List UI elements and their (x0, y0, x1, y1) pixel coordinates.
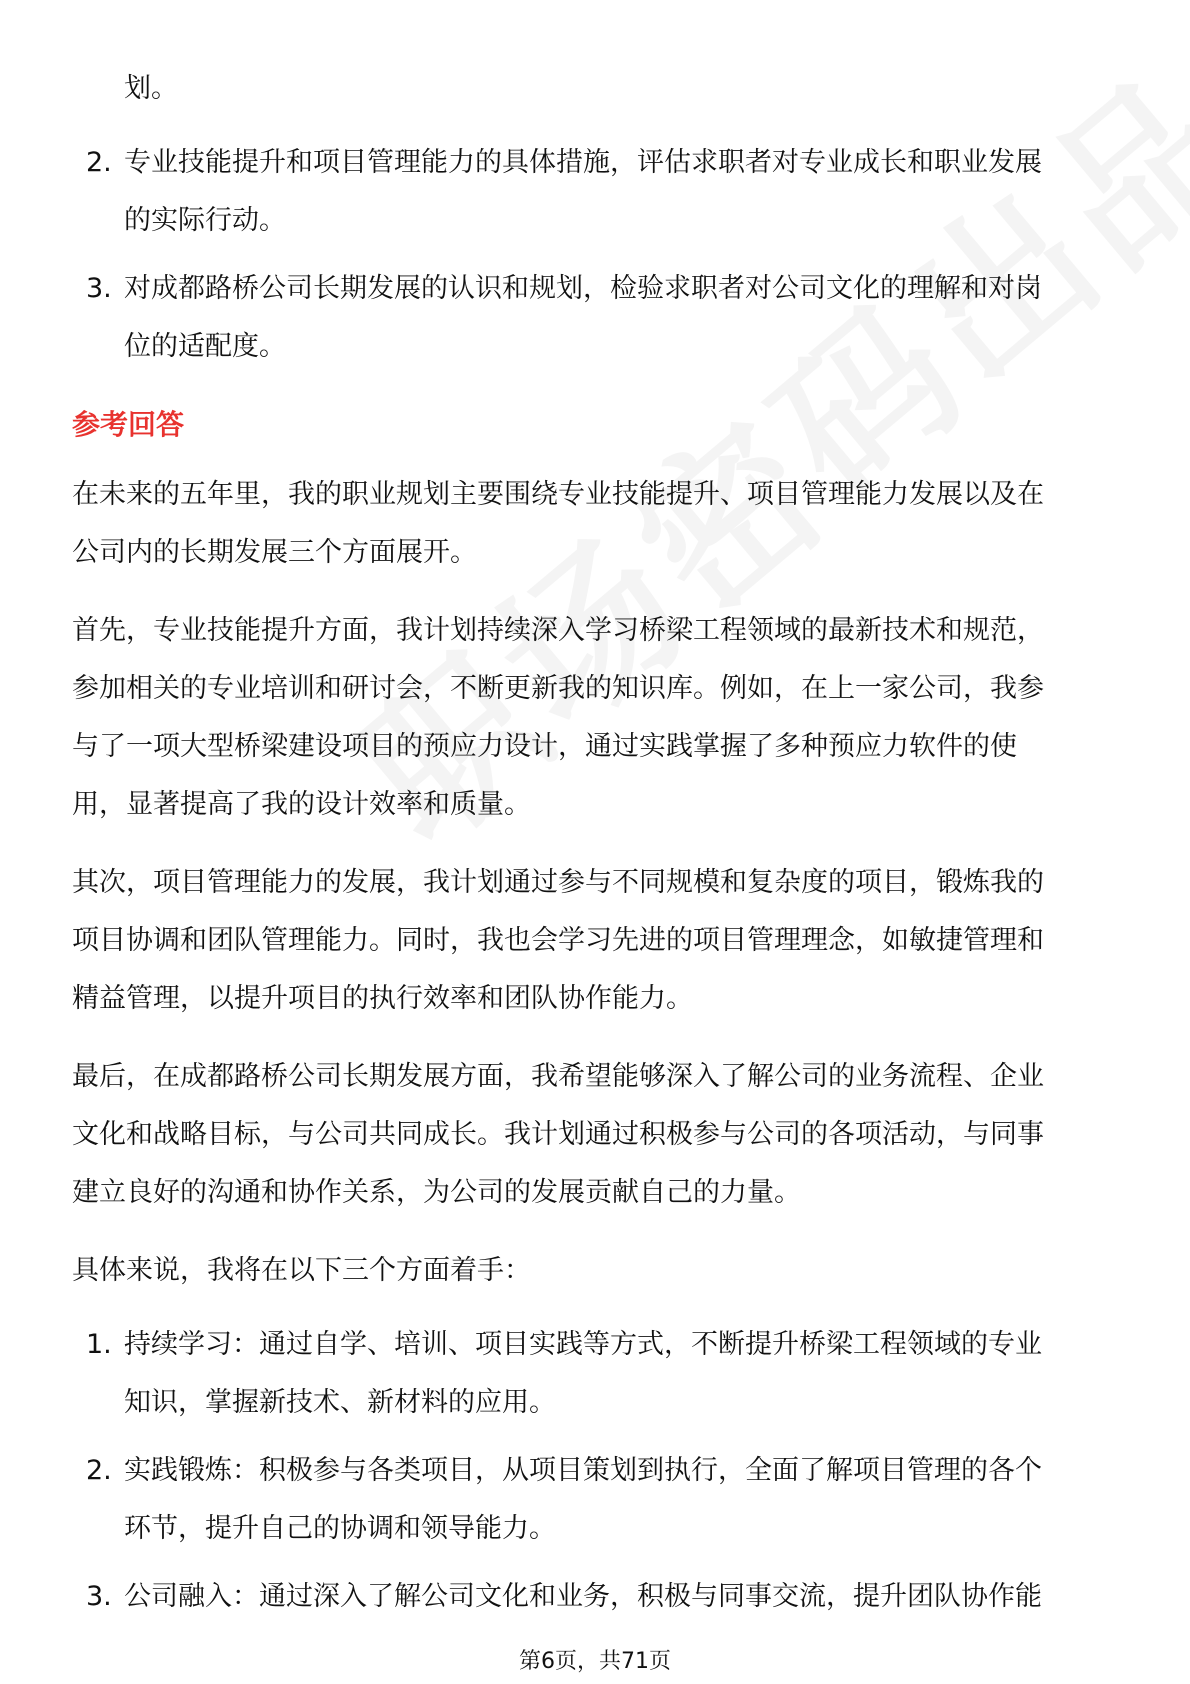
list-item (72, 1442, 1112, 1558)
page-content (72, 70, 1112, 1626)
paragraph-line: 与了一项大型桥梁建设项目的预应力设计，通过实践掌握了多种预应力软件的使 (72, 731, 1017, 762)
list-text (124, 1568, 1112, 1626)
list-item (72, 260, 1112, 376)
paragraph-line: 参加相关的专业培训和研讨会，不断更新我的知识库。例如，在上一家公司，我参 (72, 673, 1044, 704)
paragraph (72, 1048, 1112, 1222)
list-number: 3. (86, 1581, 112, 1612)
paragraph-line: 其次，项目管理能力的发展，我计划通过参与不同规模和复杂度的项目，锻炼我的 (72, 867, 1044, 898)
list-text-line: 知识，掌握新技术、新材料的应用。 (124, 1387, 556, 1418)
list-text (124, 1316, 1112, 1432)
paragraph-line: 文化和战略目标，与公司共同成长。我计划通过积极参与公司的各项活动，与同事 (72, 1119, 1044, 1150)
paragraph-line: 精益管理，以提升项目的执行效率和团队协作能力。 (72, 983, 693, 1014)
list-number: 1. (86, 1329, 112, 1360)
list-text (124, 134, 1112, 250)
paragraph-line: 在未来的五年里，我的职业规划主要围绕专业技能提升、项目管理能力发展以及在 (72, 479, 1044, 510)
list-text-line: 实践锻炼：积极参与各类项目，从项目策划到执行，全面了解项目管理的各个 (124, 1455, 1042, 1486)
paragraph (72, 602, 1112, 834)
intro-list (72, 134, 1112, 376)
paragraph-line: 用，显著提高了我的设计效率和质量。 (72, 789, 531, 820)
list-number: 2. (86, 147, 112, 178)
answer-list (72, 1316, 1112, 1626)
paragraph-line: 首先，专业技能提升方面，我计划持续深入学习桥梁工程领域的最新技术和规范， (72, 615, 1044, 646)
list-text-line: 环节，提升自己的协调和领导能力。 (124, 1513, 556, 1544)
list-text (124, 260, 1112, 376)
list-text-line: 对成都路桥公司长期发展的认识和规划，检验求职者对公司文化的理解和对岗 (124, 273, 1042, 304)
paragraph-line: 建立良好的沟通和协作关系，为公司的发展贡献自己的力量。 (72, 1177, 801, 1208)
paragraph-line: 项目协调和团队管理能力。同时，我也会学习先进的项目管理理念，如敏捷管理和 (72, 925, 1044, 956)
paragraph-line: 最后，在成都路桥公司长期发展方面，我希望能够深入了解公司的业务流程、企业 (72, 1061, 1044, 1092)
answer-paragraphs (72, 466, 1112, 1300)
paragraph-line: 公司内的长期发展三个方面展开。 (72, 537, 477, 568)
paragraph-line: 具体来说，我将在以下三个方面着手： (72, 1255, 531, 1286)
list-number: 2. (86, 1455, 112, 1486)
list-text-line: 的实际行动。 (124, 205, 286, 236)
list-item (72, 1568, 1112, 1626)
list-item (72, 134, 1112, 250)
list-text (124, 1442, 1112, 1558)
list-text-line: 专业技能提升和项目管理能力的具体措施，评估求职者对专业成长和职业发展 (124, 147, 1042, 178)
paragraph (72, 466, 1112, 582)
paragraph (72, 1242, 1112, 1300)
list-text-line: 位的适配度。 (124, 331, 286, 362)
list-item (72, 1316, 1112, 1432)
list-text-line: 公司融入：通过深入了解公司文化和业务，积极与同事交流，提升团队协作能 (124, 1581, 1042, 1612)
list-text-line: 持续学习：通过自学、培训、项目实践等方式，不断提升桥梁工程领域的专业 (124, 1329, 1042, 1360)
fragment-line: 划。 (124, 73, 178, 104)
list-number: 3. (86, 273, 112, 304)
paragraph (72, 854, 1112, 1028)
top-fragment (72, 60, 1112, 118)
section-heading: 参考回答 (72, 408, 185, 441)
page-footer: 第6页，共71页 (519, 1649, 671, 1674)
